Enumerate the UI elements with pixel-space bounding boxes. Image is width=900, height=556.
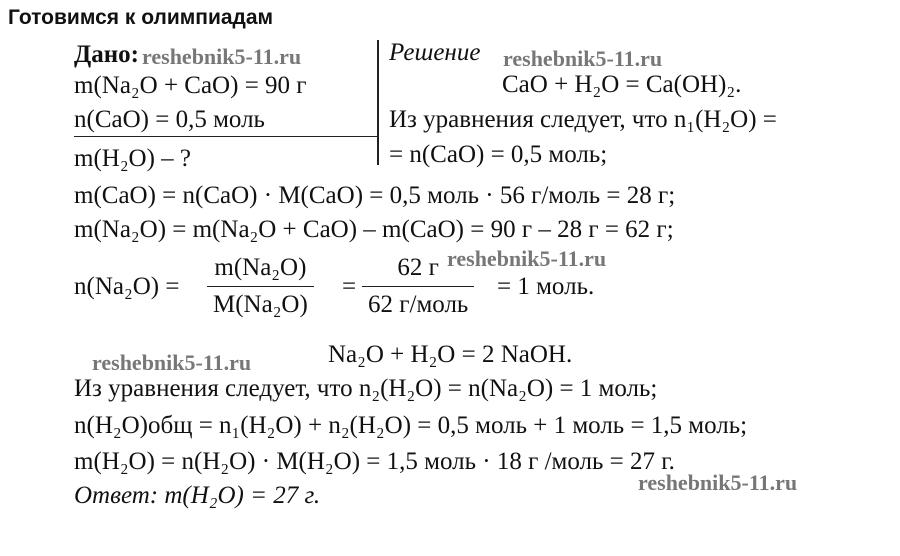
frac2-numerator: 62 г xyxy=(362,254,474,287)
given-mass-mixture: m(Na₂O + CaO) = 90 г xyxy=(74,72,307,99)
fraction-mass-over-molar xyxy=(207,254,314,319)
watermark: reshebnik5-11.ru xyxy=(447,246,607,271)
watermark: reshebnik5-11.ru xyxy=(503,46,663,71)
reaction-equation-1: CaO + H₂O = Ca(OH)₂. xyxy=(502,71,742,98)
reaction-equation-2: Na₂O + H₂O = 2 NaOH. xyxy=(328,341,573,368)
frac2-denominator: 62 г/моль xyxy=(368,291,469,318)
calc-mass-cao: m(CaO) = n(CaO) · M(CaO) = 0,5 моль · 56 г/моль = 28 г; xyxy=(74,182,676,209)
find-mass-water: m(H₂O) – ? xyxy=(74,145,192,172)
answer-line: Ответ: m(H₂O) = 27 г. xyxy=(74,482,321,509)
given-moles-cao: n(CaO) = 0,5 моль xyxy=(74,106,265,133)
frac-left: n(Na₂O) = xyxy=(74,273,180,300)
given-solution-separator xyxy=(377,40,379,165)
frac1-numerator: m(Na₂O) xyxy=(207,254,314,287)
watermark: reshebnik5-11.ru xyxy=(92,350,252,375)
solution-text-1: Из уравнения следует, что n₁(H₂O) = xyxy=(389,106,777,133)
frac-result: = 1 моль. xyxy=(497,273,595,300)
frac-eq-sign: = xyxy=(342,273,357,300)
frac1-denominator: M(Na₂O) xyxy=(213,291,308,318)
solution-text-2: = n(CaO) = 0,5 моль; xyxy=(389,141,608,168)
calc-mass-na2o: m(Na₂O) = m(Na₂O + CaO) – m(CaO) = 90 г – 28 г = 62 г; xyxy=(74,216,674,243)
calc-total-moles: n(H₂O)общ = n₁(H₂O) + n₂(H₂O) = 0,5 моль + 1 моль = 1,5 моль; xyxy=(74,412,748,439)
watermark: reshebnik5-11.ru xyxy=(142,44,302,69)
solution-label: Решение xyxy=(389,39,481,66)
given-divider xyxy=(74,136,377,137)
solution-text-3: Из уравнения следует, что n₂(H₂O) = n(Na₂O) = 1 моль; xyxy=(74,375,658,402)
page-heading: Готовимся к олимпиадам xyxy=(8,6,274,29)
calc-mass-water: m(H₂O) = n(H₂O) · M(H₂O) = 1,5 моль · 18 г /моль = 27 г. xyxy=(74,448,675,475)
watermark: reshebnik5-11.ru xyxy=(638,470,798,495)
given-label: Дано: xyxy=(74,41,139,68)
